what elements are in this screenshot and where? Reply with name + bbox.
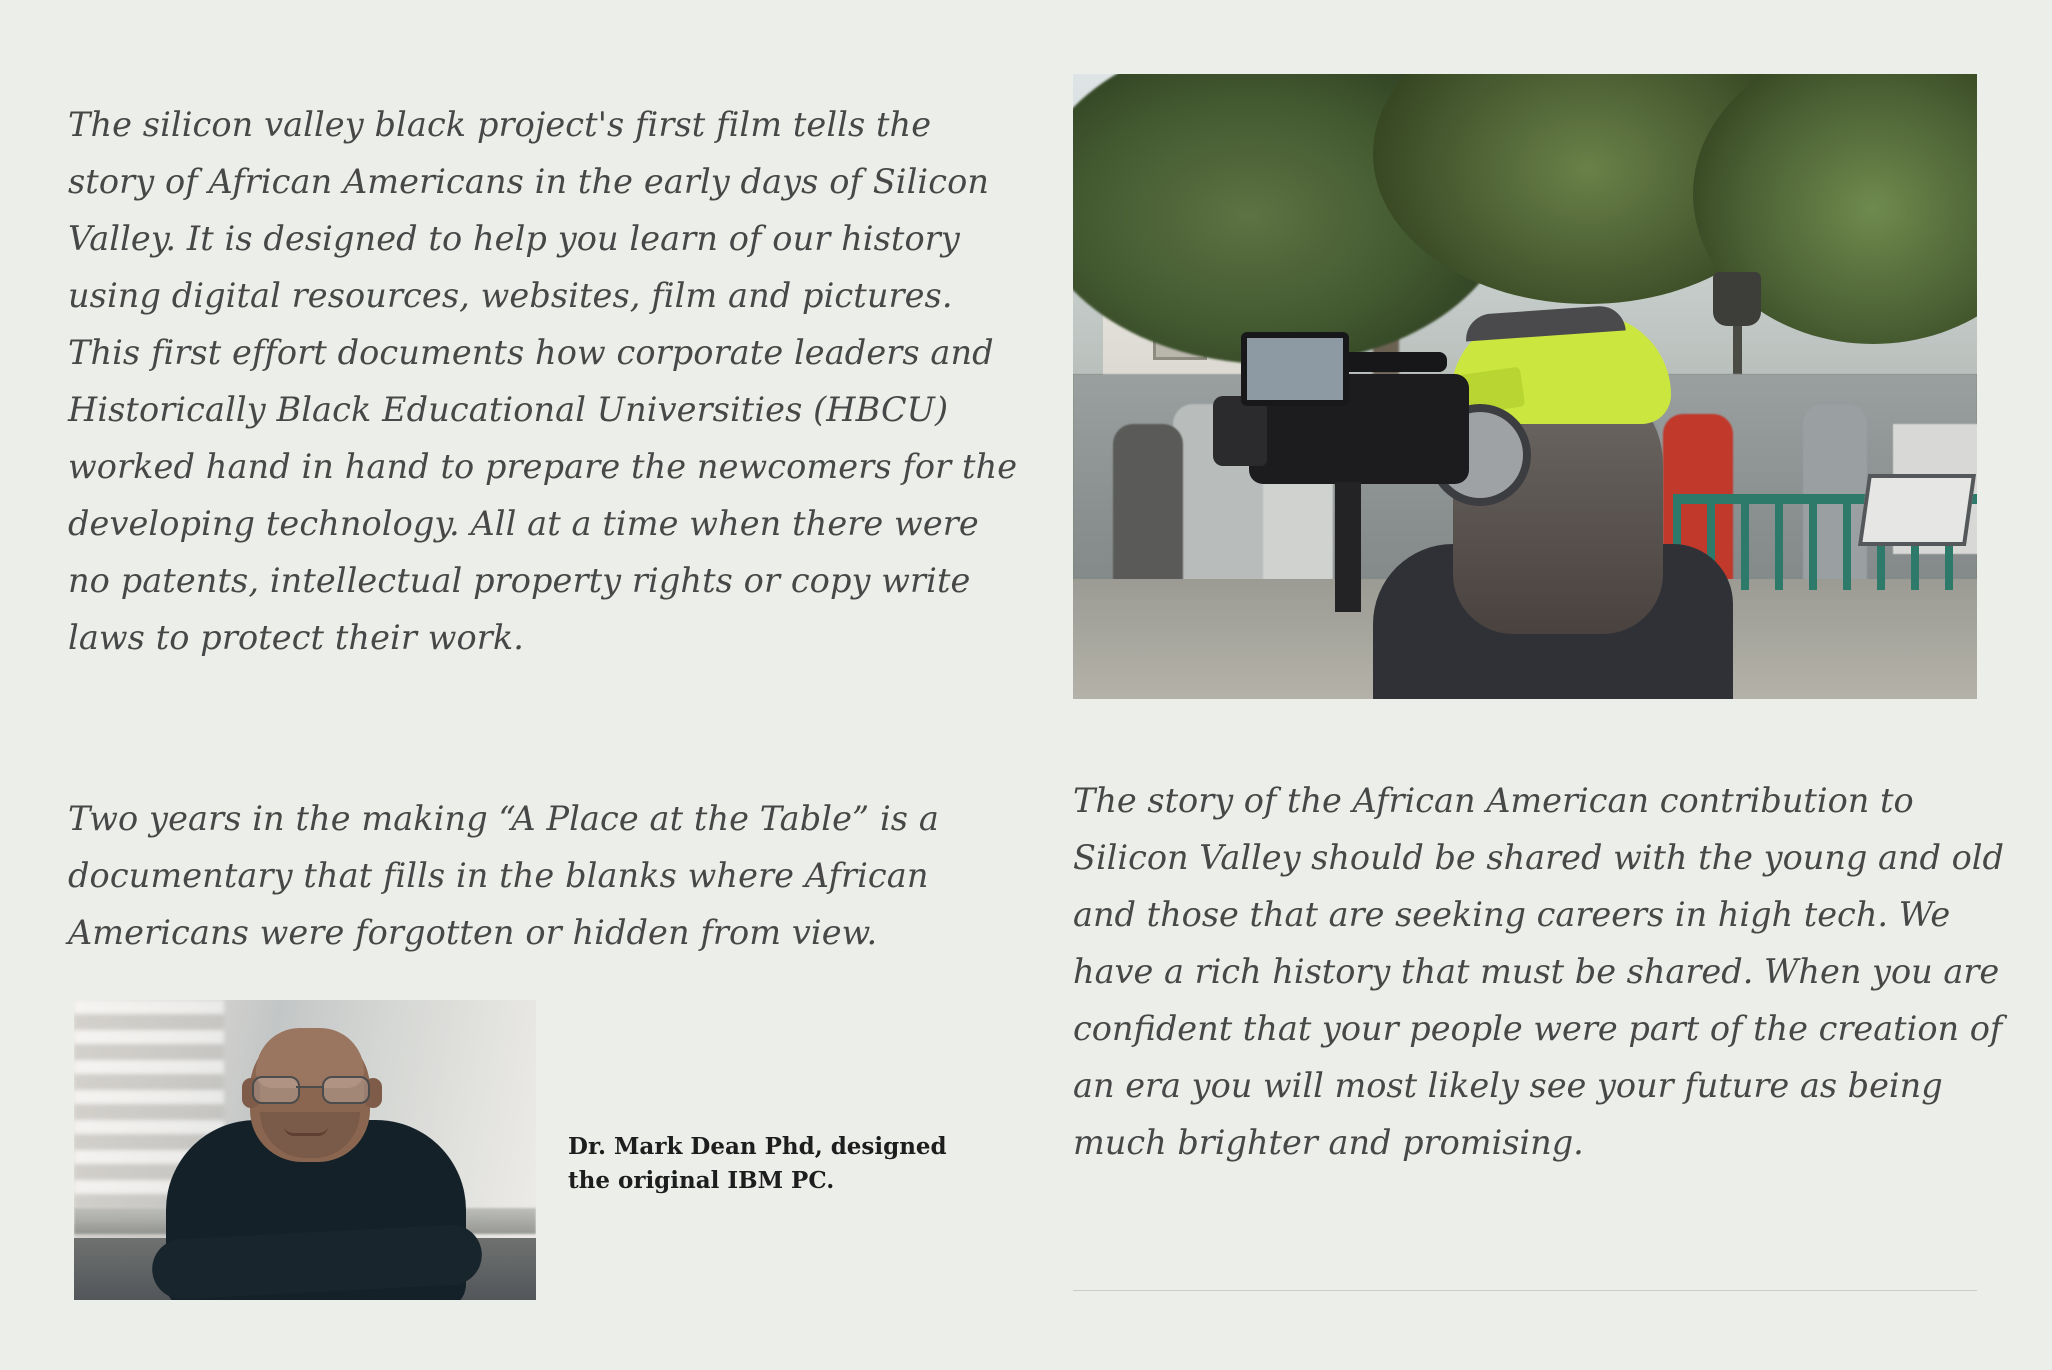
portrait-mouth: [284, 1126, 328, 1136]
right-text-column: [1073, 772, 2013, 1171]
footer-divider: [1073, 1290, 1977, 1291]
intro-paragraph: The silicon valley black project's first film tells the story of African Americans in the early days of Silicon Valley. It is designed to help you learn of our history using digital resources, websites, film and pictures. This first effort documents how corporate leaders and Historically Black Educational Universities (HBCU) worked hand in hand to prepare the newcomers for the developing technology. All at a time when there were no patents, intellectual property rights or copy write laws to protect their work.: [68, 104, 1018, 657]
camera-operator-photo: [1073, 74, 1977, 699]
photo-camera-lens: [1213, 396, 1267, 466]
portrait-caption: Dr. Mark Dean Phd, designed the original IBM PC.: [568, 1133, 947, 1194]
closing-paragraph: The story of the African American contribution to Silicon Valley should be shared with the young and old and those that are seeking careers in high tech. We have a rich history that must be shared. When you are confident that your people were part of the creation of an era you will most likely see your future as being much brighter and promising.: [1073, 781, 2004, 1162]
glasses-bridge: [296, 1086, 322, 1088]
photo-laptop: [1858, 474, 1976, 546]
left-text-column: [68, 62, 1028, 994]
documentary-paragraph: Two years in the making “A Place at the Table” is a documentary that fills in the blanks where African Americans were forgotten or hidden from view.: [68, 798, 939, 952]
portrait-figure: [74, 1000, 536, 1300]
glasses-lens-right: [322, 1076, 370, 1104]
glasses-lens-left: [252, 1076, 300, 1104]
photo-street-lamp: [1713, 272, 1761, 326]
photo-tripod: [1335, 482, 1361, 612]
portrait-photo: [74, 1000, 536, 1300]
photo-camera-screen: [1241, 332, 1349, 406]
paragraph-spacer: [68, 699, 1028, 756]
glasses-icon: [250, 1076, 370, 1100]
